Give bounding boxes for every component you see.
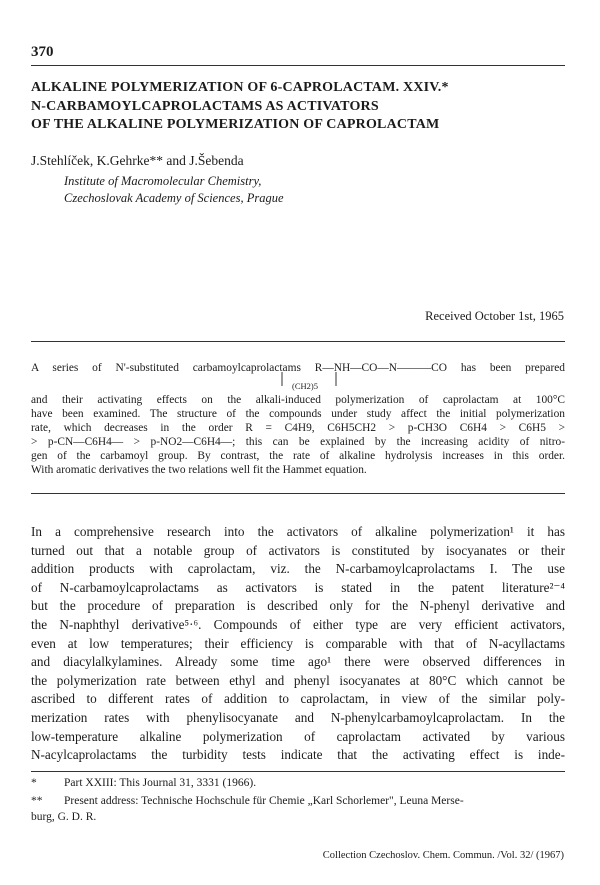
header-rule <box>31 65 565 66</box>
body-line: N-acylcaprolactams the turbidity tests indicate that the activating effect is inde- <box>31 747 565 763</box>
abstract-line: A series of N'-substituted carbamoylcaprolactams R—NH—CO—N———CO has been prepared <box>31 362 565 374</box>
body-line: but the procedure of preparation is described only for the N-phenyl derivative and <box>31 598 565 614</box>
body-line: turned out that a notable group of activators is constituted by isocyanates or their <box>31 542 565 558</box>
abstract-line: rate, which decreases in the order R = C4H9, C6H5CH2 > p-CH3O C6H4 > C6H5 > <box>31 422 565 434</box>
ring-subscript: (CH2)5 <box>292 381 318 391</box>
body-line: even at low temperatures; their efficiency is comparable with that of N-acyllactams <box>31 635 565 651</box>
body-line: addition products with caprolactam, viz. the N-carbamoylcaprolactams I. The use <box>31 561 565 577</box>
title-line-3: OF THE ALKALINE POLYMERIZATION OF CAPROLACTAM <box>31 117 440 132</box>
body-line: the polymerization rate between ethyl and phenyl isocyanates at 80°C which cannot be <box>31 672 565 688</box>
abstract-bottom-rule <box>31 493 565 494</box>
body-line: low-temperature alkaline polymerization of caprolactam activated by various <box>31 728 565 744</box>
footnote-1-mark: * <box>31 777 37 789</box>
body-line: and diacylalkylamines. Already some time ago¹ there were observed differences in <box>31 654 565 670</box>
abstract-top-rule <box>31 341 565 342</box>
ring-bracket-right <box>318 370 340 390</box>
title-line-2: N-CARBAMOYLCAPROLACTAMS AS ACTIVATORS <box>31 99 379 114</box>
footnote-2-text: Present address: Technische Hochschule für Chemie „Karl Schorlemer", Leuna Merse- <box>64 795 464 807</box>
footnote-2-continuation: burg, G. D. R. <box>31 811 97 823</box>
received-date: Received October 1st, 1965 <box>425 309 564 323</box>
body-line: of N-carbamoylcaprolactams as activators is stated in the patent literature²⁻⁴ <box>31 579 565 595</box>
footnote-rule <box>31 771 565 772</box>
body-line: ascribed to different rates of addition to caprolactam, in view of the similar poly- <box>31 691 565 707</box>
abstract-line: have been examined. The structure of the compounds under study affect the initial polymerization <box>31 408 565 420</box>
body-line: the N-naphthyl derivative⁵·⁶. Compounds of either type are very efficient activators, <box>31 617 565 632</box>
abstract-line: With aromatic derivatives the two relations well fit the Hammet equation. <box>31 464 367 476</box>
abstract-line: and their activating effects on the alkali-induced polymerization of caprolactam at 100°C <box>31 394 565 406</box>
authors: J.Stehlíček, K.Gehrke** and J.Šebenda <box>31 153 244 168</box>
affiliation-line-1: Institute of Macromolecular Chemistry, <box>64 174 262 188</box>
title-line-1: ALKALINE POLYMERIZATION OF 6-CAPROLACTAM. XXIV.* <box>31 80 449 95</box>
affiliation-line-2: Czechoslovak Academy of Sciences, Prague <box>64 191 284 205</box>
body-line: In a comprehensive research into the activators of alkaline polymerization¹ it has <box>31 524 565 539</box>
abstract-line: > p-CN—C6H4— > p-NO2—C6H4—; this can be explained by the increasing acidity of nitro- <box>31 436 565 448</box>
footnote-1-text: Part XXIII: This Journal 31, 3331 (1966). <box>64 777 257 789</box>
footnote-2-mark: ** <box>31 795 43 807</box>
page-number: 370 <box>31 44 54 60</box>
abstract-line: gen of the carbamoyl group. By contrast, the rate of alkaline hydrolysis increases in this order. <box>31 450 565 462</box>
journal-citation: Collection Czechoslov. Chem. Commun. /Vol. 32/ (1967) <box>322 850 564 861</box>
body-line: merization rates with phenylisocyanate and N-phenylcarbamoylcaprolactam. In the <box>31 710 565 725</box>
